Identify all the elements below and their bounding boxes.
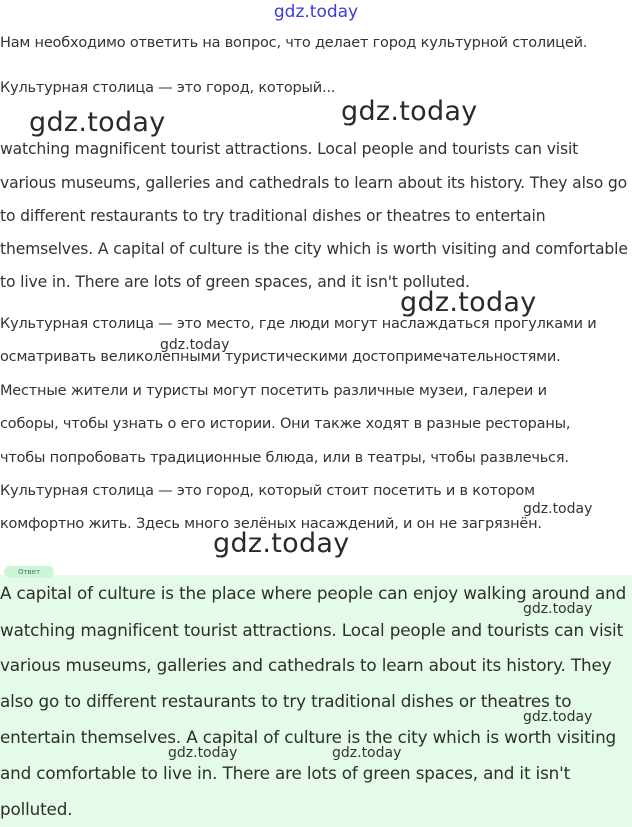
ru-paragraph-line: комфортно жить. Здесь много зелёных насаждений, и он не загрязнён. [0, 516, 542, 532]
watermark: gdz.today [523, 501, 593, 517]
ru-paragraph-line: осматривать великолепными туристическими достопримечательностями. [0, 349, 561, 365]
ru-paragraph-line: чтобы попробовать традиционные блюда, или в театры, чтобы развлечься. [0, 450, 569, 466]
lead-in-text: Культурная столица — это город, который... [0, 80, 336, 96]
answer-line: also go to different restaurants to try traditional dishes or theatres to [0, 691, 572, 711]
answer-tag: Ответ [4, 566, 54, 578]
watermark: gdz.today [332, 745, 402, 761]
en-paragraph-line: to live in. There are lots of green spaces, and it isn't polluted. [0, 273, 470, 291]
watermark: gdz.today [160, 337, 230, 353]
ru-paragraph-line: Местные жители и туристы могут посетить различные музеи, галереи и [0, 383, 547, 399]
ru-paragraph-line: Культурная столица — это город, который стоит посетить и в котором [0, 483, 535, 499]
top-watermark: gdz.today [273, 2, 359, 22]
answer-line: watching magnificent tourist attractions. Local people and tourists can visit [0, 620, 623, 640]
answer-line: polluted. [0, 799, 73, 819]
ru-paragraph-line: Культурная столица — это место, где люди могут наслаждаться прогулками и [0, 316, 597, 332]
watermark: gdz.today [523, 601, 593, 617]
en-paragraph-line: to different restaurants to try traditional dishes or theatres to entertain [0, 207, 546, 225]
watermark: gdz.today [523, 709, 593, 725]
answer-line: various museums, galleries and cathedrals to learn about its history. They [0, 655, 612, 675]
en-paragraph-line: themselves. A capital of culture is the city which is worth visiting and comfortable [0, 240, 628, 258]
en-paragraph-line: watching magnificent tourist attractions. Local people and tourists can visit [0, 140, 579, 158]
ru-paragraph-line: соборы, чтобы узнать о его истории. Они также ходят в разные рестораны, [0, 416, 571, 432]
watermark: gdz.today [213, 528, 350, 559]
en-paragraph-line: various museums, galleries and cathedrals to learn about its history. They also go [0, 174, 628, 192]
answer-line: entertain themselves. A capital of culture is the city which is worth visiting [0, 727, 617, 747]
answer-line: and comfortable to live in. There are lots of green spaces, and it isn't [0, 763, 571, 783]
answer-line: A capital of culture is the place where people can enjoy walking around and [0, 583, 627, 603]
watermark: gdz.today [341, 96, 478, 127]
watermark: gdz.today [400, 287, 537, 318]
watermark: gdz.today [168, 745, 238, 761]
question-text: Нам необходимо ответить на вопрос, что делает город культурной столицей. [0, 35, 588, 51]
watermark: gdz.today [29, 107, 166, 138]
